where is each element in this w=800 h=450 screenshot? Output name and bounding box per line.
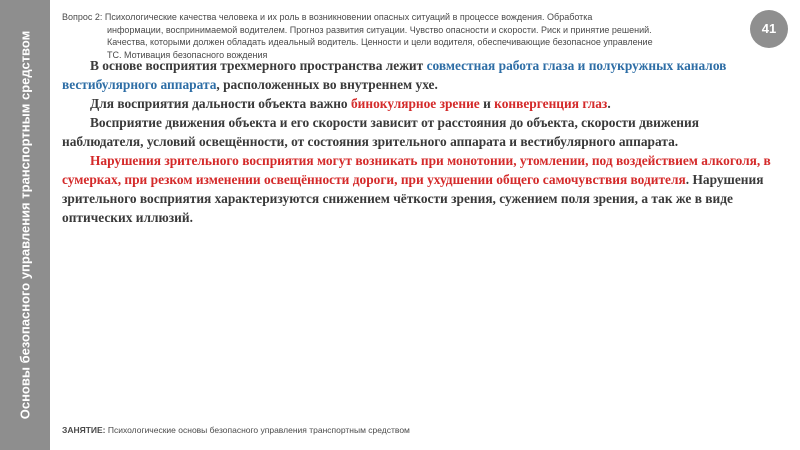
paragraph-1 bbox=[62, 56, 774, 94]
p2-text-c: и bbox=[479, 96, 495, 111]
sidebar bbox=[0, 0, 50, 450]
paragraph-3: Восприятие движения объекта и его скорости зависит от расстояния до объекта, скорости движения наблюдателя, условий освещённости, от состояния зрительного аппарата и вестибулярного аппарата. bbox=[62, 115, 699, 149]
paragraph-4 bbox=[62, 151, 774, 227]
header-line-1: Вопрос 2: Психологические качества человека и их роль в возникновении опасных ситуаций в процессе вождения. Обработка bbox=[62, 12, 593, 22]
footer-text: Психологические основы безопасного управления транспортным средством bbox=[105, 425, 410, 435]
p4-text-b: . Нарушения зрительного восприятия характеризуются снижением чёткости зрения, сужением поля зрения, а так же в виде оптических иллюзий. bbox=[62, 172, 764, 225]
p2-highlight-convergence: конвергенция глаз bbox=[494, 96, 608, 111]
p1-text-c: , расположенных во внутреннем ухе. bbox=[216, 77, 438, 92]
p4-highlight: Нарушения зрительного восприятия могут возникать при монотонии, утомлении, под воздействием алкоголя, в сумерках, при резком изменении освещённости дороги, при ухудшении общего самочувствия водителя bbox=[62, 153, 771, 187]
header-line-4: ТС. Мотивация безопасного вождения bbox=[107, 49, 268, 60]
footer bbox=[62, 425, 742, 436]
paragraph-2 bbox=[62, 94, 774, 113]
footer-label: ЗАНЯТИЕ: bbox=[62, 425, 106, 435]
p2-text-a: Для восприятия дальности объекта важно bbox=[90, 96, 351, 111]
p1-text-a: В основе восприятия трехмерного пространства лежит bbox=[90, 58, 427, 73]
p2-text-e: . bbox=[607, 96, 611, 111]
slide-number-badge: 41 bbox=[750, 10, 788, 48]
p1-highlight: совместная работа глаза и полукружных каналов вестибулярного аппарата bbox=[62, 58, 727, 92]
header-line-2: информации, воспринимаемой водителем. Прогноз развития ситуации. Чувство опасности и скорости. Риск и принятие решений. bbox=[107, 24, 652, 35]
question-header bbox=[62, 11, 752, 61]
sidebar-title: Основы безопасного управления транспортным средством bbox=[17, 30, 33, 420]
p2-highlight-binocular: бинокулярное зрение bbox=[350, 96, 480, 111]
main-content bbox=[62, 56, 774, 227]
header-line-3: Качества, которыми должен обладать идеальный водитель. Ценности и цели водителя, обеспечивающие безопасное управление bbox=[107, 37, 653, 47]
